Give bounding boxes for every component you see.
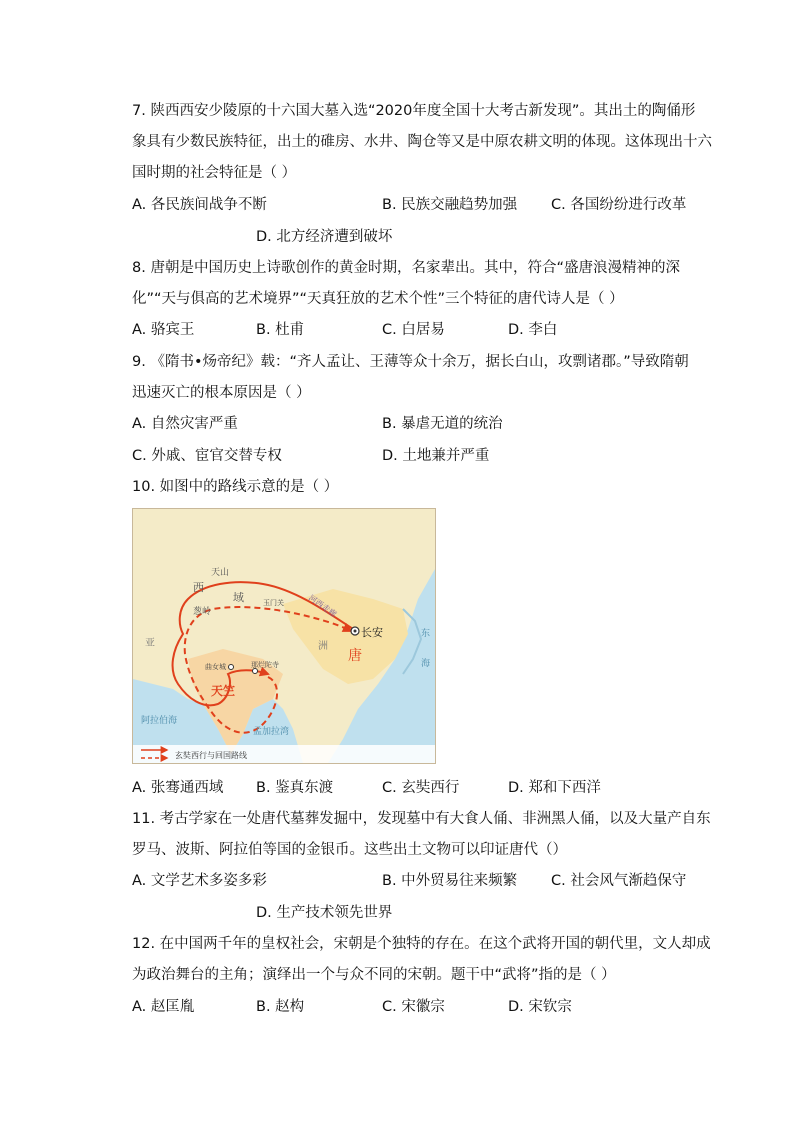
changan-marker-dot <box>354 630 357 633</box>
nalantuosi-marker <box>253 669 258 674</box>
q12-stem-line1: 12. 在中国两千年的皇权社会，宋朝是个独特的存在。在这个武将开国的朝代里，文人却成 <box>132 936 711 952</box>
q7-option-d: D. 北方经济遭到破坏 <box>256 229 393 245</box>
q7-stem-line1: 7. 陕西西安少陵原的十六国大墓入选“2020年度全国十大考古新发现”。其出土的陶俑形 <box>132 103 696 119</box>
q11-stem-line1: 11. 考古学家在一处唐代墓葬发掘中，发现墓中有大食人俑、非洲黑人俑，以及大量产自东 <box>132 811 711 827</box>
q8-stem-line1: 8. 唐朝是中国历史上诗歌创作的黄金时期，名家辈出。其中，符合“盛唐浪漫精神的深 <box>132 260 680 276</box>
q9-stem-line2: 迅速灭亡的根本原因是（ ） <box>132 385 311 401</box>
map-label-xi: 西 <box>193 581 204 594</box>
q8-stem-line2: 化”“天与俱高的艺术境界”“天真狂放的艺术个性”三个特征的唐代诗人是（ ） <box>132 291 624 307</box>
q10-option-a: A. 张骞通西域 <box>132 780 224 796</box>
map-label-changan: 长安 <box>361 626 383 639</box>
q8-option-d: D. 李白 <box>508 322 558 338</box>
q9-option-c: C. 外戚、宦官交替专权 <box>132 448 282 464</box>
map-label-zhou: 洲 <box>318 641 328 652</box>
q8-option-a: A. 骆宾王 <box>132 322 195 338</box>
map-label-tianshan: 天山 <box>211 568 230 578</box>
q10-option-b: B. 鉴真东渡 <box>256 780 334 796</box>
map-label-qunvcheng: 曲女城 <box>205 663 226 671</box>
map-label-hexi: 河西走廊 <box>306 593 339 619</box>
map-label-tianzhu: 天竺 <box>211 684 236 698</box>
q9-option-b: B. 暴虐无道的统治 <box>382 416 503 432</box>
q7-option-b: B. 民族交融趋势加强 <box>382 197 518 213</box>
map-label-yu: 域 <box>233 591 244 604</box>
q11-stem-line2: 罗马、波斯、阿拉伯等国的金银币。这些出土文物可以印证唐代（） <box>132 842 567 858</box>
map-label-mengjiala: 孟加拉湾 <box>253 727 290 737</box>
qunvcheng-marker <box>229 665 234 670</box>
q7-option-c: C. 各国纷纷进行改革 <box>551 197 687 213</box>
q7-option-a: A. 各民族间战争不断 <box>132 197 267 213</box>
map-legend-text: 玄奘西行与回国路线 <box>175 751 247 760</box>
q9-option-d: D. 土地兼并严重 <box>382 448 490 464</box>
map-label-congling: 葱岭 <box>193 607 212 617</box>
q11-option-c: C. 社会风气渐趋保守 <box>551 873 687 889</box>
q12-option-b: B. 赵构 <box>256 999 305 1015</box>
q8-option-b: B. 杜甫 <box>256 322 305 338</box>
q7-stem-line3: 国时期的社会特征是（ ） <box>132 165 297 181</box>
q9-stem-line1: 9. 《隋书•炀帝纪》载：“齐人孟让、王薄等众十余万，据长白山，攻剽诸郡。”导致隋朝 <box>132 354 689 370</box>
map-label-tang: 唐 <box>348 648 362 664</box>
q11-option-d: D. 生产技术领先世界 <box>256 905 393 921</box>
map-label-hai: 海 <box>421 659 431 669</box>
q10-option-d: D. 郑和下西洋 <box>508 780 601 796</box>
map-label-alabo: 阿拉伯海 <box>141 716 178 726</box>
q10-option-c: C. 玄奘西行 <box>382 780 460 796</box>
map-label-dong: 东 <box>421 629 431 639</box>
q11-option-b: B. 中外贸易往来频繁 <box>382 873 518 889</box>
q8-option-c: C. 白居易 <box>382 322 445 338</box>
map-label-yumenguan: 玉门关 <box>263 599 284 607</box>
q12-stem-line2: 为政治舞台的主角；演绎出一个与众不同的宋朝。题干中“武将”指的是（ ） <box>132 967 616 983</box>
q9-option-a: A. 自然灾害严重 <box>132 416 238 432</box>
q12-option-d: D. 宋钦宗 <box>508 999 572 1015</box>
map-label-ya: 亚 <box>145 638 155 649</box>
route-map <box>132 508 436 764</box>
q12-option-c: C. 宋徽宗 <box>382 999 445 1015</box>
map-label-nalantuosi: 那烂陀寺 <box>251 661 279 669</box>
q11-option-a: A. 文学艺术多姿多彩 <box>132 873 267 889</box>
q7-stem-line2: 象具有少数民族特征，出土的碓房、水井、陶仓等又是中原农耕文明的体现。这体现出十六 <box>132 134 712 150</box>
q10-stem: 10. 如图中的路线示意的是（ ） <box>132 479 339 495</box>
q12-option-a: A. 赵匡胤 <box>132 999 195 1015</box>
